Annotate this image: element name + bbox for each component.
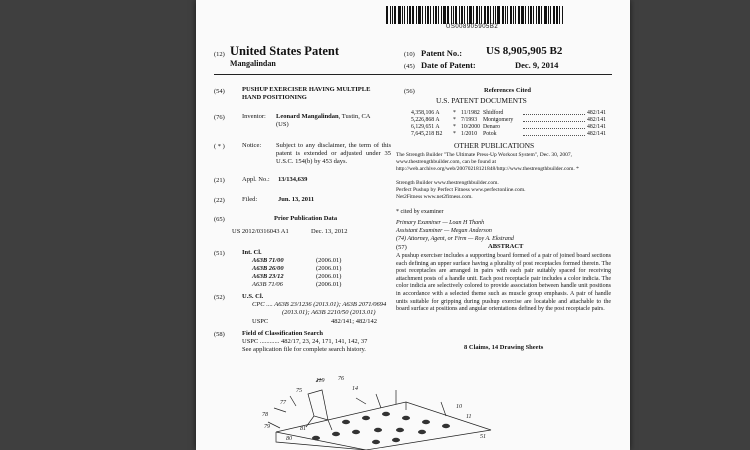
title-code: (54) <box>214 88 225 95</box>
barcode-bar <box>402 6 403 24</box>
uscl-heading: U.S. Cl. <box>242 293 264 300</box>
field-heading: Field of Classification Search <box>242 330 323 337</box>
barcode-bar <box>559 6 560 24</box>
us-doc-star: * <box>453 124 456 130</box>
fig-label-80: 80 <box>286 436 292 442</box>
inventor-line: Leonard Mangalindan, Tustin, CA <box>276 113 371 120</box>
patent-no-code: (10) <box>404 51 415 58</box>
barcode-bar <box>394 6 396 24</box>
fig-label-10: 10 <box>456 404 462 410</box>
barcode-bar <box>430 6 431 24</box>
barcode-bar <box>544 6 547 24</box>
prior-pub: US 2012/0316043 A1 <box>232 228 289 235</box>
claims: 8 Claims, 14 Drawing Sheets <box>464 344 544 351</box>
inventor-label: Inventor: <box>242 113 266 120</box>
us-doc-row <box>411 117 611 124</box>
barcode-bar <box>493 6 494 24</box>
barcode-bar <box>521 6 524 24</box>
date-code: (45) <box>404 63 415 70</box>
barcode-bar <box>453 6 454 24</box>
us-docs-heading: U.S. PATENT DOCUMENTS <box>436 96 527 105</box>
title-line2: HAND POSITIONING <box>242 94 307 101</box>
barcode-bar <box>538 6 540 24</box>
barcode-bar <box>464 6 465 24</box>
barcode-bar <box>490 6 491 24</box>
patent-kind: United States Patent <box>230 44 340 58</box>
filed-code: (22) <box>214 197 225 204</box>
notice-text: Subject to any disclaimer, the term of this patent is extended or adjusted under 35 U.S.C. 154(b) by 453 days. <box>276 142 391 165</box>
us-doc-row <box>411 131 611 138</box>
us-doc-name: Denaro <box>483 124 501 130</box>
prior-date: Dec. 13, 2012 <box>311 228 348 235</box>
barcode-bar <box>518 6 520 24</box>
barcode-bar <box>530 6 532 24</box>
uscl-code: (52) <box>214 294 225 301</box>
fig-label-11: 11 <box>466 414 472 420</box>
barcode-bar <box>467 6 468 24</box>
uspc-label: USPC <box>252 318 269 325</box>
barcode-bar <box>476 6 478 24</box>
barcode-bar <box>443 6 446 24</box>
us-doc-number: 5,226,868 A <box>411 117 440 123</box>
intcl-code-2: A63B 23/12 <box>252 273 284 280</box>
barcode-bar <box>433 6 434 24</box>
barcode-bar <box>469 6 472 24</box>
intcl-code-0: A63B 71/00 <box>252 257 284 264</box>
us-doc-number: 7,645,218 B2 <box>411 131 443 137</box>
intcl-year-3: (2006.01) <box>316 281 342 288</box>
fig-label-119: 119 <box>316 378 325 384</box>
fig-label-14: 14 <box>352 386 358 392</box>
kind-code: (12) <box>214 51 225 58</box>
us-doc-class: 482/141 <box>587 117 607 123</box>
barcode-bar <box>404 6 405 24</box>
inventor-code: (76) <box>214 114 225 121</box>
us-doc-name: Potok <box>483 131 497 137</box>
date-label: Date of Patent: <box>421 60 476 70</box>
patent-page <box>196 0 630 450</box>
field-code: (58) <box>214 331 225 338</box>
barcode-bar <box>416 6 417 24</box>
barcode-bar <box>502 6 504 24</box>
us-doc-star: * <box>453 117 456 123</box>
us-doc-star: * <box>453 110 456 116</box>
other-pubs-heading: OTHER PUBLICATIONS <box>454 141 535 150</box>
patent-no-label: Patent No.: <box>421 48 463 58</box>
fig-label-81: 81 <box>300 426 306 432</box>
barcode-bar <box>507 6 508 24</box>
us-doc-class: 482/141 <box>587 131 607 137</box>
appl-label: Appl. No.: <box>242 176 270 183</box>
us-doc-number: 4,358,106 A <box>411 110 440 116</box>
us-doc-name: Montgomery <box>483 117 514 123</box>
barcode-bar <box>441 6 442 24</box>
barcode-bar <box>392 6 393 24</box>
appl-number: 13/134,639 <box>278 176 308 183</box>
intcl-code-3: A63B 71/06 <box>252 281 283 288</box>
cited-note: * cited by examiner <box>396 209 444 215</box>
filed-label: Filed: <box>242 196 258 203</box>
barcode-bar <box>487 6 489 24</box>
cpc-line1: CPC .... A63B 23/1236 (2013.01); A63B 2071/0694 <box>252 301 387 308</box>
us-doc-date: 11/1982 <box>461 110 480 116</box>
barcode-bar <box>481 6 482 24</box>
barcode-bar <box>548 6 549 24</box>
patent-date: Dec. 9, 2014 <box>515 60 559 70</box>
barcode-bar <box>425 6 426 24</box>
barcode-bar <box>427 6 429 24</box>
barcode-bar <box>386 6 388 24</box>
barcode-bar <box>556 6 558 24</box>
barcode-bar <box>515 6 516 24</box>
barcode-bar <box>407 6 408 24</box>
barcode-bar <box>409 6 411 24</box>
us-doc-leader <box>523 128 585 129</box>
notice-code: ( * ) <box>214 143 225 150</box>
barcode-bar <box>495 6 496 24</box>
intcl-code-1: A63B 26/00 <box>252 265 284 272</box>
us-doc-number: 6,129,651 A <box>411 124 440 130</box>
inventor-short: Mangalindan <box>230 59 276 68</box>
barcode-bar <box>497 6 500 24</box>
us-doc-leader <box>523 114 585 115</box>
title-line1: PUSHUP EXERCISER HAVING MULTIPLE <box>242 86 371 93</box>
us-doc-class: 482/141 <box>587 110 607 116</box>
barcode-bar <box>533 6 534 24</box>
barcode-bar <box>438 6 439 24</box>
notice-label: Notice: <box>242 142 262 149</box>
barcode-bar <box>528 6 529 24</box>
us-doc-star: * <box>453 131 456 137</box>
intcl-code: (51) <box>214 250 225 257</box>
field-note: See application file for complete search history. <box>242 346 366 353</box>
assistant-examiner: Assistant Examiner — Megan Anderson <box>396 228 492 234</box>
inventor-country: (US) <box>276 121 289 128</box>
barcode-bar <box>390 6 391 24</box>
barcode-bar <box>461 6 463 24</box>
us-doc-date: 7/1993 <box>461 117 478 123</box>
us-doc-row <box>411 124 611 131</box>
barcode-bar <box>447 6 449 24</box>
fig-label-75: 75 <box>296 388 302 394</box>
us-doc-date: 1/2010 <box>461 131 478 137</box>
header-rule <box>214 74 612 75</box>
other-pubs-text: The Strength Builder "The Ultimate Press-Up Workout System", Dec. 30, 2007, www.thestrengthbuilder.com, can be found at http://web.archive.org/web/20070218121848/http://www.thestrengthbuilder.com. * <box>396 152 579 172</box>
us-doc-leader <box>523 121 585 122</box>
fig-label-51: 51 <box>480 434 486 440</box>
barcode-bar <box>422 6 423 24</box>
barcode-bar <box>536 6 537 24</box>
abstract-code: (57) <box>396 244 407 251</box>
intcl-heading: Int. Cl. <box>242 249 262 256</box>
appl-code: (21) <box>214 177 225 184</box>
barcode-bar <box>398 6 401 24</box>
prior-heading: Prior Publication Data <box>274 215 338 222</box>
us-doc-date: 10/2000 <box>461 124 481 130</box>
barcode-bar <box>455 6 457 24</box>
barcode-number: US008905905B2 <box>446 24 499 30</box>
barcode-bar <box>562 6 563 24</box>
refs-code: (56) <box>404 88 415 95</box>
fig-label-78: 78 <box>262 412 268 418</box>
barcode <box>386 6 570 24</box>
barcode-bar <box>510 6 512 24</box>
patent-drawing <box>256 372 496 450</box>
us-doc-name: Shidford <box>483 110 504 116</box>
barcode-bar <box>435 6 437 24</box>
abstract-text: A pushup exerciser includes a supporting board formed of a pair of joined board sections each defining an upper surface having a plurality of post receptacles formed therein. The post receptacles are arranged in pairs with each pair suitably spaced for receiving attachment posts of a handle unit. Each post receptacle pair includes a color indicia. The color indicia are selectively colored to provide association between handle unit positions in accordance with a selected theme such as muscle group emphasis. A pair of handle units suitable for gripping during pushup exercise are locatable and attachable to the board surface at positions and angular orientations defined by the post receptacle pairs. <box>396 253 611 313</box>
fig-label-79: 79 <box>264 424 270 430</box>
other-pubs-4: Net2Fitness www.net2fitness.com. <box>396 194 473 200</box>
intcl-year-1: (2006.01) <box>316 265 342 272</box>
uspc-value: 482/141; 482/142 <box>331 318 378 325</box>
barcode-bar <box>550 6 551 24</box>
barcode-bar <box>513 6 514 24</box>
barcode-bar <box>451 6 452 24</box>
barcode-bar <box>541 6 542 24</box>
barcode-bar <box>484 6 486 24</box>
prior-code: (65) <box>214 216 225 223</box>
us-docs-table <box>411 110 611 138</box>
barcode-bar <box>459 6 460 24</box>
filed-date: Jun. 13, 2011 <box>278 196 315 203</box>
barcode-bar <box>553 6 555 24</box>
attorney: (74) Attorney, Agent, or Firm — Roy A. Ekstrand <box>396 236 514 242</box>
fig-label-76: 76 <box>338 376 344 382</box>
other-pubs-3: Perfect Pushup by Perfect Fitness www.perfectonline.com. <box>396 187 526 193</box>
primary-examiner: Primary Examiner — Loan H Thanh <box>396 220 485 226</box>
barcode-bar <box>418 6 421 24</box>
refs-heading: References Cited <box>484 87 531 94</box>
intcl-year-2: (2006.01) <box>316 273 342 280</box>
barcode-bar <box>505 6 506 24</box>
fig-label-77: 77 <box>280 400 286 406</box>
barcode-bar <box>473 6 474 24</box>
abstract-heading: ABSTRACT <box>488 243 524 250</box>
barcode-bar <box>412 6 414 24</box>
barcode-bar <box>479 6 480 24</box>
cpc-line2: (2013.01); A63B 2210/50 (2013.01) <box>282 309 376 316</box>
other-pubs-2: Strength Builder www.thestrengthbuilder.com. <box>396 180 499 186</box>
us-doc-row <box>411 110 611 117</box>
patent-number: US 8,905,905 B2 <box>486 45 563 57</box>
barcode-bar <box>525 6 526 24</box>
field-uspc: USPC ............ 482/17, 23, 24, 171, 141, 142, 37 <box>242 338 368 345</box>
us-doc-class: 482/141 <box>587 124 607 130</box>
us-doc-leader <box>523 135 585 136</box>
intcl-year-0: (2006.01) <box>316 257 342 264</box>
